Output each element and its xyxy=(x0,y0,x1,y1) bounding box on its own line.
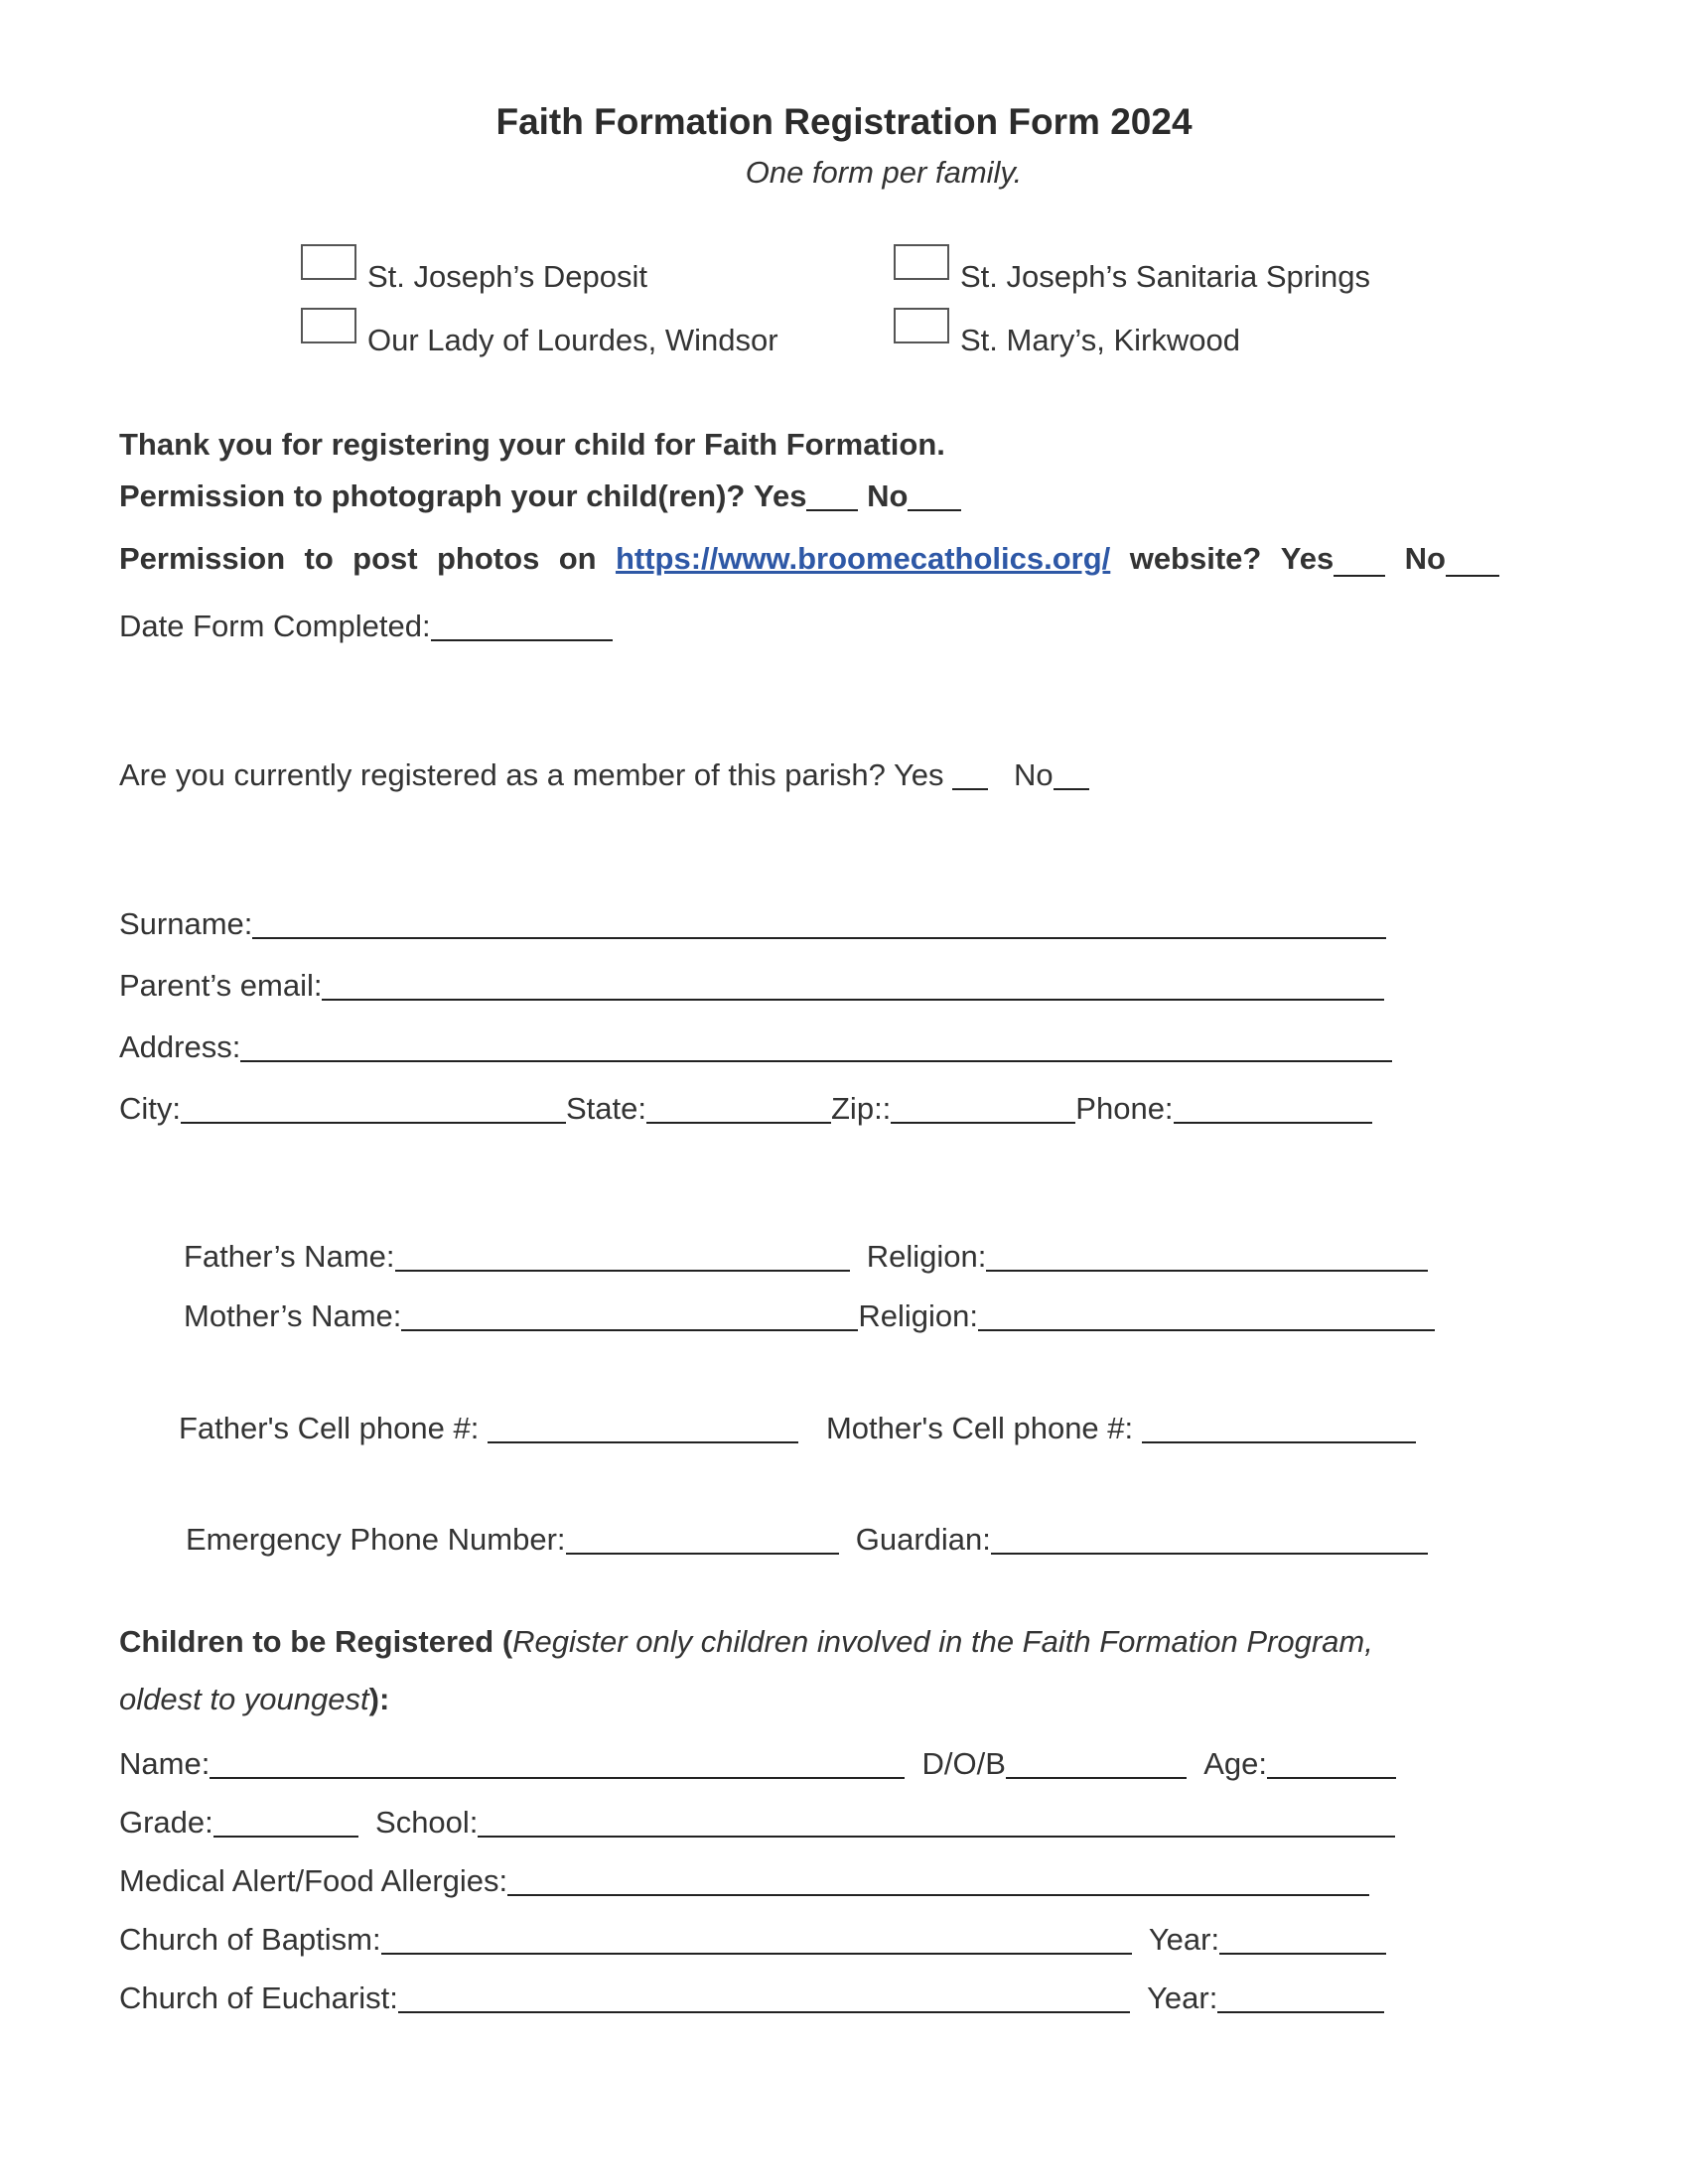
guardian-field[interactable] xyxy=(991,1553,1428,1555)
thank-you-text: Thank you for registering your child for Faith Formation. xyxy=(119,427,945,462)
children-heading-end: ): xyxy=(368,1682,390,1716)
photo-permission-question: Permission to photograph your child(ren)? xyxy=(119,478,746,513)
zip-label: Zip:: xyxy=(831,1091,892,1126)
email-field[interactable] xyxy=(322,999,1384,1001)
medical-line xyxy=(119,1865,1369,1896)
membership-line xyxy=(119,759,1089,790)
mother-cell-field[interactable] xyxy=(1142,1441,1416,1443)
grade-field[interactable] xyxy=(213,1836,358,1838)
post-word-3: post xyxy=(352,541,418,576)
parish-checkbox-deposit[interactable] xyxy=(301,244,356,280)
eucharist-year-field[interactable] xyxy=(1217,2011,1384,2013)
child-age-field[interactable] xyxy=(1267,1777,1396,1779)
cell-phone-line xyxy=(179,1413,1416,1443)
eucharist-year-label: Year: xyxy=(1147,1980,1218,2015)
form-subtitle: One form per family. xyxy=(745,155,1023,190)
children-heading: Children to be Registered ( xyxy=(119,1624,513,1659)
post-no-blank[interactable] xyxy=(1446,575,1499,577)
parish-label-kirkwood: St. Mary’s, Kirkwood xyxy=(960,323,1240,357)
emergency-field[interactable] xyxy=(566,1553,839,1555)
post-word-4: photos xyxy=(437,541,540,576)
photo-yes-blank[interactable] xyxy=(806,509,858,511)
membership-question: Are you currently registered as a member of this parish? Yes xyxy=(119,757,944,792)
baptism-label: Church of Baptism: xyxy=(119,1922,381,1957)
father-religion-field[interactable] xyxy=(986,1270,1428,1272)
photo-no-blank[interactable] xyxy=(908,509,961,511)
grade-label: Grade: xyxy=(119,1805,213,1840)
membership-no-blank[interactable] xyxy=(1054,788,1089,790)
email-label: Parent’s email: xyxy=(119,968,323,1003)
child-age-label: Age: xyxy=(1203,1746,1267,1781)
emergency-line xyxy=(186,1524,1428,1555)
website-link[interactable]: https://www.broomecatholics.org/ xyxy=(615,541,1111,576)
phone-field[interactable] xyxy=(1174,1122,1372,1124)
state-label: State: xyxy=(566,1091,646,1126)
baptism-line xyxy=(119,1924,1386,1955)
child-dob-field[interactable] xyxy=(1006,1777,1187,1779)
city-field[interactable] xyxy=(181,1122,566,1124)
children-heading-line xyxy=(119,1626,1373,1657)
child-dob-label: D/O/B xyxy=(921,1746,1006,1781)
children-note-2: oldest to youngest xyxy=(119,1682,369,1716)
post-word-5: on xyxy=(558,541,597,576)
children-note: Register only children involved in the Faith Formation Program, xyxy=(512,1624,1373,1659)
phone-label: Phone: xyxy=(1075,1091,1174,1126)
mother-name-line xyxy=(184,1300,1435,1331)
membership-no-label: No xyxy=(1014,757,1054,792)
photo-no-label: No xyxy=(867,478,909,513)
emergency-label: Emergency Phone Number: xyxy=(186,1522,566,1557)
form-title: Faith Formation Registration Form 2024 xyxy=(495,101,1193,142)
date-completed-blank[interactable] xyxy=(431,639,613,641)
address-field[interactable] xyxy=(240,1060,1392,1062)
zip-field[interactable] xyxy=(891,1122,1075,1124)
children-heading-line-2 xyxy=(119,1684,389,1714)
guardian-label: Guardian: xyxy=(855,1522,991,1557)
address-label: Address: xyxy=(119,1029,241,1064)
baptism-field[interactable] xyxy=(381,1953,1132,1955)
father-religion-label: Religion: xyxy=(866,1239,987,1274)
post-word-1: Permission xyxy=(119,541,286,576)
post-yes-blank[interactable] xyxy=(1334,575,1385,577)
surname-label: Surname: xyxy=(119,906,253,941)
photo-permission-line xyxy=(119,480,961,511)
mother-name-label: Mother’s Name: xyxy=(184,1298,402,1333)
father-name-label: Father’s Name: xyxy=(184,1239,395,1274)
eucharist-line xyxy=(119,1982,1384,2013)
post-permission-line xyxy=(119,541,1499,577)
website-word: website? xyxy=(1129,541,1262,576)
parish-label-sanitaria-springs: St. Joseph’s Sanitaria Springs xyxy=(960,259,1370,294)
membership-yes-blank[interactable] xyxy=(952,788,988,790)
father-name-line xyxy=(184,1241,1428,1272)
photo-yes-label: Yes xyxy=(753,478,807,513)
child-name-line xyxy=(119,1748,1396,1779)
parish-label-windsor: Our Lady of Lourdes, Windsor xyxy=(367,323,778,357)
school-field[interactable] xyxy=(478,1836,1395,1838)
post-no-label: No xyxy=(1404,541,1446,576)
parish-checkbox-windsor[interactable] xyxy=(301,308,356,343)
city-line xyxy=(119,1093,1372,1124)
surname-line xyxy=(119,908,1386,939)
mother-name-field[interactable] xyxy=(401,1329,858,1331)
parish-label-deposit: St. Joseph’s Deposit xyxy=(367,259,648,294)
child-name-field[interactable] xyxy=(210,1777,905,1779)
date-completed-label: Date Form Completed: xyxy=(119,609,431,643)
child-name-label: Name: xyxy=(119,1746,211,1781)
mother-cell-label: Mother's Cell phone #: xyxy=(825,1411,1134,1445)
medical-field[interactable] xyxy=(507,1894,1369,1896)
father-cell-label: Father's Cell phone #: xyxy=(179,1411,480,1445)
post-yes-group xyxy=(1281,541,1385,577)
mother-religion-field[interactable] xyxy=(978,1329,1435,1331)
surname-field[interactable] xyxy=(252,937,1386,939)
post-word-2: to xyxy=(304,541,334,576)
mother-religion-label: Religion: xyxy=(858,1298,979,1333)
grade-school-line xyxy=(119,1807,1395,1838)
post-no-group xyxy=(1405,541,1499,577)
eucharist-field[interactable] xyxy=(398,2011,1130,2013)
school-label: School: xyxy=(375,1805,479,1840)
eucharist-label: Church of Eucharist: xyxy=(119,1980,398,2015)
father-name-field[interactable] xyxy=(395,1270,850,1272)
parish-checkbox-kirkwood[interactable] xyxy=(894,308,949,343)
date-completed-line xyxy=(119,611,613,641)
post-yes-label: Yes xyxy=(1280,541,1335,576)
address-line xyxy=(119,1031,1392,1062)
state-field[interactable] xyxy=(646,1122,831,1124)
email-line xyxy=(119,970,1384,1001)
city-label: City: xyxy=(119,1091,181,1126)
baptism-year-field[interactable] xyxy=(1219,1953,1386,1955)
baptism-year-label: Year: xyxy=(1148,1922,1220,1957)
father-cell-field[interactable] xyxy=(488,1441,798,1443)
medical-label: Medical Alert/Food Allergies: xyxy=(119,1863,508,1898)
parish-checkbox-sanitaria-springs[interactable] xyxy=(894,244,949,280)
